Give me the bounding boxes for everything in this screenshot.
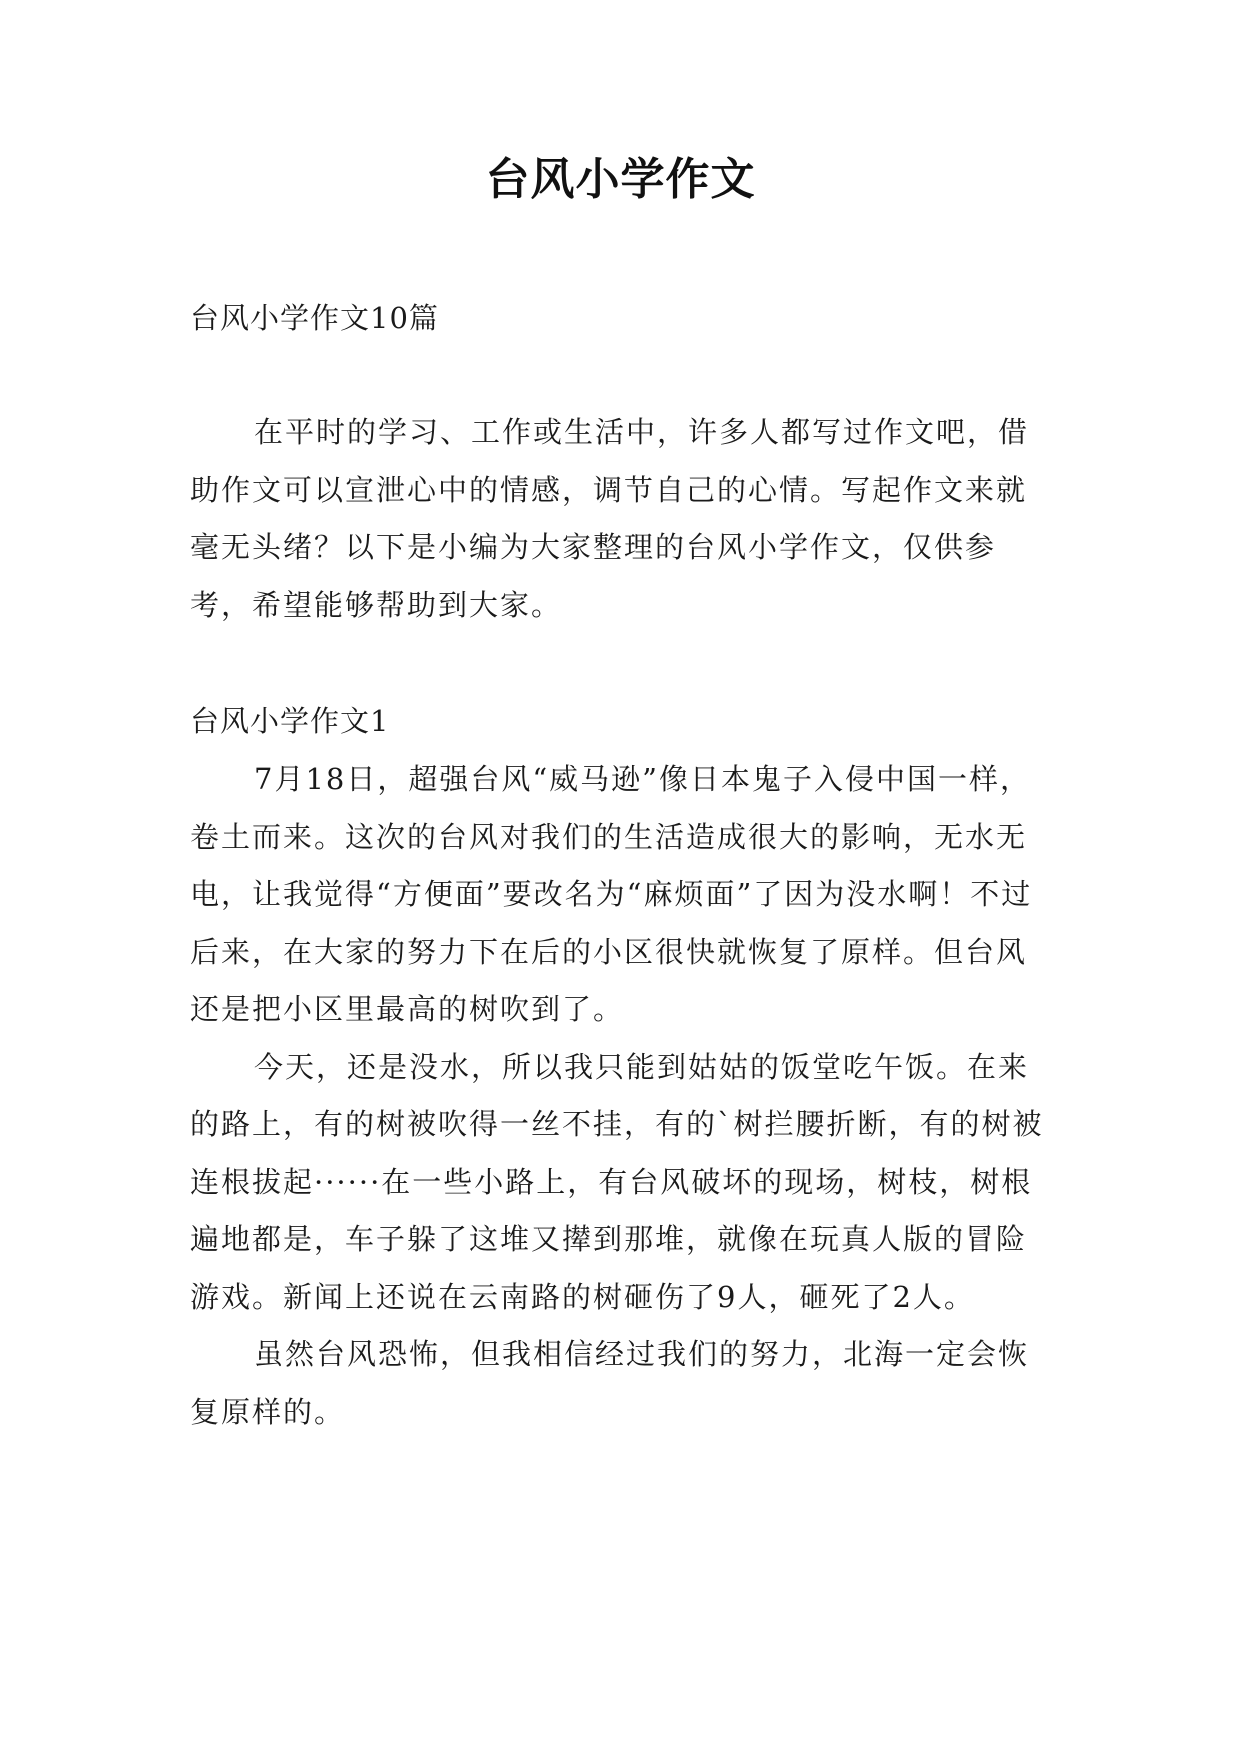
body-paragraph: 7月18日，超强台风“威马逊”像日本鬼子入侵中国一样，卷土而来。这次的台风对我们的生活造成很大的影响，无水无电，让我觉得“方便面”要改名为“麻烦面”了因为没水啊！不过后来，在大家的努力下在后的小区很快就恢复了原样。但台风还是把小区里最高的树吹到了。 (190, 762, 1033, 1026)
body-paragraph: 虽然台风恐怖，但我相信经过我们的努力，北海一定会恢复原样的。 (190, 1337, 1030, 1429)
body-paragraph: 今天，还是没水，所以我只能到姑姑的饭堂吃午饭。在来的路上，有的树被吹得一丝不挂，有的`树拦腰折断，有的树被连根拔起······在一些小路上，有台风破坏的现场，树枝，树根遍地都是，车子躲了这堆又撵到那堆，就像在玩真人版的冒险游戏。新闻上还说在云南路的树砸伤了9人，砸死了2人。 (190, 1049, 1044, 1314)
document-title: 台风小学作文 (485, 154, 756, 205)
section-heading: 台风小学作文1 (190, 704, 390, 738)
intro-paragraph: 在平时的学习、工作或生活中，许多人都写过作文吧，借助作文可以宣泄心中的情感，调节自己的心情。写起作文来就毫无头绪？以下是小编为大家整理的台风小学作文，仅供参考，希望能够帮助到大家。 (190, 415, 1030, 622)
intro-block (190, 404, 1056, 634)
section-body (190, 751, 1056, 1441)
document-subtitle: 台风小学作文10篇 (190, 301, 439, 335)
